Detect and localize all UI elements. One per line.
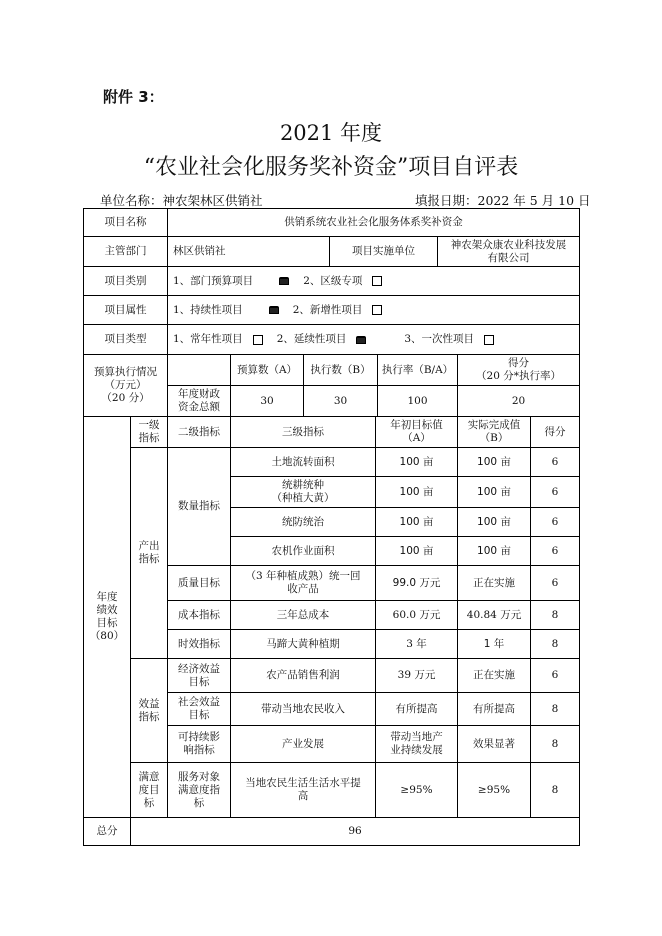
- indicator-target: 100 亩: [375, 507, 458, 537]
- option-label: 2、延续性项目: [276, 333, 347, 345]
- option-label: 1、部门预算项目: [173, 274, 254, 287]
- option: [173, 304, 279, 317]
- checkbox-icon: [484, 335, 494, 345]
- indicator-score: 6: [530, 536, 580, 566]
- indicator-score: 6: [530, 447, 580, 477]
- indicator-actual: 100 亩: [457, 536, 531, 566]
- target-header: 年初目标值 （A）: [375, 416, 458, 448]
- checked-box-icon: [356, 336, 366, 344]
- project-attribute-label: 项目属性: [83, 295, 168, 325]
- total-value: 96: [130, 817, 580, 846]
- indicator-target: 3 年: [375, 629, 458, 659]
- checked-box-icon: [269, 306, 279, 314]
- project-type-label: 项目类型: [83, 324, 168, 355]
- budget-label: 预算执行情况 （万元） （20 分）: [83, 354, 168, 417]
- indicator-name: 农产品销售利润: [230, 658, 376, 693]
- checkbox-icon: [253, 335, 263, 345]
- indicator-target: 39 万元: [375, 658, 458, 693]
- project-category-label: 项目类别: [83, 266, 168, 296]
- project-type-options: [167, 324, 580, 355]
- indicator-actual: ≥95%: [457, 762, 531, 818]
- rate-value: 100: [377, 385, 458, 417]
- impl-unit-value: 神农架众康农业科技发展 有限公司: [437, 236, 580, 267]
- option-label: 2、区级专项: [303, 274, 363, 287]
- option: [173, 275, 289, 288]
- indicator-score: 6: [530, 565, 580, 601]
- level1-header: 一级 指标: [130, 416, 168, 448]
- checkbox-icon: [372, 305, 382, 315]
- score-col-header: 得分 （20 分*执行率）: [457, 354, 580, 386]
- indicator-score: 8: [530, 629, 580, 659]
- indicator-score: 6: [530, 658, 580, 693]
- indicator-target: 100 亩: [375, 536, 458, 566]
- indicator-target: 100 亩: [375, 447, 458, 477]
- indicator-score: 8: [530, 725, 580, 763]
- indicator-name: 农机作业面积: [230, 536, 376, 566]
- fund-total-label: 年度财政 资金总额: [167, 385, 231, 417]
- budget-col-header: 预算数（A）: [230, 354, 304, 386]
- level2-cell: 可持续影 响指标: [167, 725, 231, 763]
- indicator-actual: 100 亩: [457, 447, 531, 477]
- indicator-target: 99.0 万元: [375, 565, 458, 601]
- level2-cell: 数量指标: [167, 447, 231, 566]
- indicator-actual: 1 年: [457, 629, 531, 659]
- indicator-target: 100 亩: [375, 476, 458, 508]
- indicator-target: 带动当地产 业持续发展: [375, 725, 458, 763]
- indicator-name: 产业发展: [230, 725, 376, 763]
- option-label: 1、常年性项目: [173, 333, 243, 345]
- actual-header: 实际完成值 （B）: [457, 416, 531, 448]
- dept-label: 主管部门: [83, 236, 168, 267]
- option-label: 1、持续性项目: [173, 303, 243, 316]
- project-attribute-options: [167, 295, 580, 325]
- checked-box-icon: [279, 277, 289, 285]
- option: [404, 333, 494, 346]
- option: [303, 275, 382, 288]
- score-header: 得分: [530, 416, 580, 448]
- page-title-year: 2021 年度: [279, 121, 383, 145]
- level2-cell: 经济效益 目标: [167, 658, 231, 693]
- indicator-name: 土地流转面积: [230, 447, 376, 477]
- indicator-name: 带动当地农民收入: [230, 692, 376, 726]
- indicator-name: 统防统治: [230, 507, 376, 537]
- impl-unit-label: 项目实施单位: [329, 236, 438, 267]
- option: [277, 333, 391, 346]
- indicator-name: 当地农民生活生活水平提 高: [230, 762, 376, 818]
- level2-cell: 社会效益 目标: [167, 692, 231, 726]
- page-title: “农业社会化服务奖补资金”项目自评表: [143, 155, 519, 180]
- level1-cell: 产出 指标: [130, 447, 168, 659]
- dept-value: 林区供销社: [167, 236, 330, 267]
- indicator-actual: 正在实施: [457, 658, 531, 693]
- indicator-score: 8: [530, 762, 580, 818]
- indicator-score: 8: [530, 692, 580, 726]
- rate-col-header: 执行率（B/A）: [377, 354, 458, 386]
- budget-blank: [167, 354, 231, 386]
- indicator-name: 马蹄大黄种植期: [230, 629, 376, 659]
- level2-cell: 成本指标: [167, 600, 231, 630]
- exec-value: 30: [303, 385, 378, 417]
- level1-cell: 满意 度目 标: [130, 762, 168, 818]
- indicator-actual: 40.84 万元: [457, 600, 531, 630]
- option-label: 3、一次性项目: [404, 333, 475, 345]
- indicator-name: （3 年种植成熟）统一回 收产品: [230, 565, 376, 601]
- exec-col-header: 执行数（B）: [303, 354, 378, 386]
- project-category-options: [167, 266, 580, 296]
- indicator-target: ≥95%: [375, 762, 458, 818]
- budget-score-value: 20: [457, 385, 580, 417]
- attachment-label: 附件 3：: [103, 88, 164, 106]
- annual-performance-label: 年度 绩效 目标 （80）: [83, 416, 131, 818]
- total-label: 总分: [83, 817, 131, 846]
- indicator-name: 三年总成本: [230, 600, 376, 630]
- indicator-target: 60.0 万元: [375, 600, 458, 630]
- indicator-score: 6: [530, 507, 580, 537]
- option-label: 2、新增性项目: [292, 303, 363, 316]
- fill-date: 填报日期：2022 年 5 月 10 日: [415, 193, 591, 208]
- checkbox-icon: [372, 276, 382, 286]
- budget-value: 30: [230, 385, 304, 417]
- indicator-target: 有所提高: [375, 692, 458, 726]
- level1-cell: 效益 指标: [130, 658, 168, 763]
- level2-cell: 服务对象 满意度指 标: [167, 762, 231, 818]
- project-name-value: 供销系统农业社会化服务体系奖补资金: [167, 208, 580, 237]
- level2-header: 二级指标: [167, 416, 231, 448]
- indicator-actual: 有所提高: [457, 692, 531, 726]
- indicator-score: 6: [530, 476, 580, 508]
- level2-cell: 时效指标: [167, 629, 231, 659]
- indicator-actual: 100 亩: [457, 507, 531, 537]
- indicator-score: 8: [530, 600, 580, 630]
- option: [293, 304, 383, 317]
- unit-name: 单位名称：神农架林区供销社: [100, 193, 263, 208]
- option: [173, 333, 263, 346]
- indicator-name: 统耕统种 （种植大黄）: [230, 476, 376, 508]
- level2-cell: 质量目标: [167, 565, 231, 601]
- indicator-actual: 100 亩: [457, 476, 531, 508]
- project-name-label: 项目名称: [83, 208, 168, 237]
- indicator-actual: 正在实施: [457, 565, 531, 601]
- level3-header: 三级指标: [230, 416, 376, 448]
- indicator-actual: 效果显著: [457, 725, 531, 763]
